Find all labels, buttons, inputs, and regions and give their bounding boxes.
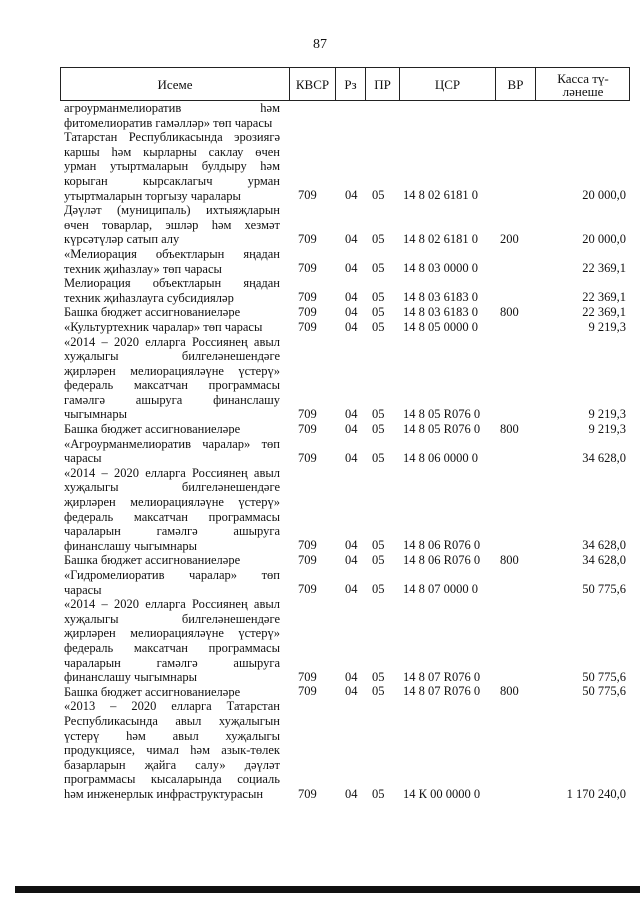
row-csr: 14 8 06 R076 0: [403, 553, 481, 567]
row-csr: 14 8 03 0000 0: [403, 261, 478, 276]
row-csr: 14 8 06 0000 0: [403, 450, 478, 465]
row-kvsr: 709: [298, 188, 317, 203]
row-pr: 05: [372, 684, 385, 699]
table-row: [60, 247, 630, 276]
row-csr: 14 8 06 R076 0: [403, 538, 481, 553]
row-name-line: чыгымнары: [64, 407, 128, 422]
row-name-line: «Агроурманмелиоратив чаралар» төп: [64, 436, 280, 451]
row-name-line: Республикасында авыл хуҗалыгын: [64, 713, 280, 728]
row-csr: 14 К 00 0000 0: [403, 786, 481, 801]
row-amount: 50 775,6: [582, 669, 626, 684]
header-kassa: Касса түләнеше: [535, 68, 630, 101]
table-row: [60, 305, 630, 320]
row-kvsr: 709: [298, 407, 317, 422]
row-kvsr: 709: [298, 304, 317, 319]
row-amount: 22 369,1: [582, 290, 626, 305]
row-rz: 04: [345, 261, 358, 276]
header-name: Исеме: [157, 77, 193, 92]
row-name-line: финанслашу чыгымнары: [64, 670, 198, 685]
page-bottom-bar: [15, 886, 640, 893]
row-name-line: җирләрен мелиорацияләүне үстерү»: [64, 495, 280, 510]
row-kvsr: 709: [298, 421, 317, 436]
row-name-line: корыган кырсаклагыч урман: [64, 173, 280, 188]
row-pr: 05: [372, 261, 385, 276]
row-amount: 20 000,0: [582, 231, 626, 246]
header-pr: ПР: [365, 68, 399, 101]
table-row: [60, 437, 630, 466]
row-amount: 34 628,0: [582, 538, 626, 553]
row-vr: 800: [500, 684, 519, 699]
row-name-line: федераль максатчан программасы: [64, 378, 280, 393]
row-name-line: Башка бюджет ассигнованиеләре: [64, 553, 241, 568]
row-name-line: Татарстан Республикасында эрозиягә: [64, 130, 280, 145]
row-csr: 14 8 03 6183 0: [403, 290, 478, 305]
row-name-line: чараларын гамәлгә ашыруга: [64, 655, 280, 670]
row-pr: 05: [372, 304, 385, 319]
row-name-line: гамәлгә ашыруга финанслашу: [64, 392, 280, 407]
row-csr: 14 8 05 0000 0: [403, 319, 478, 334]
table-row: [60, 335, 630, 423]
row-rz: 04: [345, 669, 358, 684]
row-amount: 22 369,1: [582, 261, 626, 276]
row-name-line: җирләрен мелиорацияләүне үстерү»: [64, 363, 280, 378]
row-csr: 14 8 07 R076 0: [403, 684, 481, 699]
header-kvsr: КВСР: [289, 68, 335, 101]
row-name-line: техник җиһазлауга субсидияләр: [64, 290, 234, 305]
table-row: [60, 597, 630, 685]
row-name-line: федераль максатчан программасы: [64, 509, 280, 524]
table-row: [60, 276, 630, 305]
row-kvsr: 709: [298, 538, 317, 553]
table-row: [60, 101, 630, 130]
row-name-line: урман утыртмаларын булдыру һәм: [64, 159, 280, 174]
header-rz: Рз: [335, 68, 365, 101]
row-name-line: «Мелиорация объектларын яңадан: [64, 246, 280, 261]
row-csr: 14 8 02 6181 0: [403, 188, 478, 203]
row-kvsr: 709: [298, 290, 317, 305]
row-amount: 34 628,0: [582, 450, 626, 465]
table-row: [60, 320, 630, 335]
row-kvsr: 709: [298, 582, 317, 597]
row-rz: 04: [345, 786, 358, 801]
row-name-line: чараларын гамәлгә ашыруга: [64, 524, 280, 539]
row-name-line: «Гидромелиоратив чаралар» төп: [64, 568, 280, 582]
row-name-line: Мелиорация объектларын яңадан: [64, 276, 280, 291]
row-name-line: продукциясе, чимал һәм азык-төлек: [64, 743, 280, 758]
row-name-line: хуҗалыгы билгеләнешендәге: [64, 480, 280, 495]
row-name-line: техник җиһазлау» төп чарасы: [64, 261, 222, 276]
row-pr: 05: [372, 188, 385, 203]
row-name-line: Башка бюджет ассигнованиеләре: [64, 305, 241, 320]
row-rz: 04: [345, 582, 358, 597]
header-csr: ЦСР: [399, 68, 495, 101]
row-name-line: Башка бюджет ассигнованиеләре: [64, 422, 241, 437]
row-csr: 14 8 07 0000 0: [403, 582, 478, 597]
row-amount: 50 775,6: [582, 684, 626, 699]
row-csr: 14 8 03 6183 0: [403, 304, 478, 319]
row-pr: 05: [372, 421, 385, 436]
row-amount: 9 219,3: [588, 319, 626, 334]
row-pr: 05: [372, 319, 385, 334]
row-csr: 14 8 05 R076 0: [403, 421, 481, 436]
row-name-line: өчен товарлар, эшләр һәм хезмәт: [64, 217, 280, 232]
row-csr: 14 8 02 6181 0: [403, 231, 478, 246]
row-name-line: финанслашу чыгымнары: [64, 538, 198, 553]
header-vr: ВР: [495, 68, 535, 101]
row-rz: 04: [345, 407, 358, 422]
row-name-line: федераль максатчан программасы: [64, 640, 280, 655]
row-name-line: «2014 – 2020 елларга Россиянең авыл: [64, 465, 280, 480]
row-name-line: җирләрен мелиорацияләүне үстерү»: [64, 626, 280, 641]
table-header: [60, 67, 630, 101]
row-amount: 9 219,3: [588, 407, 626, 422]
row-rz: 04: [345, 304, 358, 319]
table-row: [60, 699, 630, 801]
row-amount: 9 219,3: [588, 421, 626, 436]
row-rz: 04: [345, 553, 358, 567]
row-name-line: «2013 – 2020 елларга Татарстан: [64, 699, 280, 714]
table-row: [60, 422, 630, 437]
table-row: [60, 685, 630, 700]
row-rz: 04: [345, 684, 358, 699]
row-rz: 04: [345, 421, 358, 436]
row-name-line: чарасы: [64, 451, 102, 466]
row-name-line: фитомелиоратив гамәлләр» төп чарасы: [64, 115, 273, 130]
row-name-line: үстерү һәм авыл хуҗалыгы: [64, 728, 280, 743]
row-rz: 04: [345, 290, 358, 305]
row-name-line: «Культуртехник чаралар» төп чарасы: [64, 319, 263, 334]
row-pr: 05: [372, 290, 385, 305]
row-pr: 05: [372, 538, 385, 553]
row-kvsr: 709: [298, 319, 317, 334]
row-pr: 05: [372, 407, 385, 422]
row-amount: 20 000,0: [582, 188, 626, 203]
row-kvsr: 709: [298, 450, 317, 465]
row-name-line: күрсәтүләр сатып алу: [64, 232, 180, 247]
table-row: [60, 553, 630, 568]
row-kvsr: 709: [298, 669, 317, 684]
row-kvsr: 709: [298, 684, 317, 699]
row-amount: 50 775,6: [582, 582, 626, 597]
table-row: [60, 466, 630, 554]
row-name-line: Башка бюджет ассигнованиеләре: [64, 684, 241, 699]
row-name-line: чарасы: [64, 582, 102, 597]
row-pr: 05: [372, 231, 385, 246]
row-name-line: «2014 – 2020 елларга Россиянең авыл: [64, 597, 280, 612]
row-name-line: утыртмаларын торгызу чаралары: [64, 188, 241, 203]
row-vr: 200: [500, 231, 519, 246]
row-amount: 22 369,1: [582, 304, 626, 319]
page-number: 87: [313, 37, 327, 52]
row-rz: 04: [345, 450, 358, 465]
row-vr: 800: [500, 553, 519, 567]
row-name-line: агроурманмелиоратив һәм: [64, 101, 280, 115]
row-name-line: һәм инженерлык инфраструктурасын: [64, 786, 264, 801]
table-row: [60, 203, 630, 247]
row-name-line: «2014 – 2020 елларга Россиянең авыл: [64, 334, 280, 349]
row-kvsr: 709: [298, 786, 317, 801]
row-csr: 14 8 05 R076 0: [403, 407, 481, 422]
row-kvsr: 709: [298, 553, 317, 567]
table-body: [60, 101, 630, 802]
row-pr: 05: [372, 450, 385, 465]
row-vr: 800: [500, 421, 519, 436]
row-rz: 04: [345, 538, 358, 553]
row-rz: 04: [345, 319, 358, 334]
row-vr: 800: [500, 304, 519, 319]
row-name-line: каршы һәм кырларны саклау өчен: [64, 144, 280, 159]
table-row: [60, 130, 630, 203]
row-pr: 05: [372, 669, 385, 684]
row-pr: 05: [372, 553, 385, 567]
row-rz: 04: [345, 231, 358, 246]
row-rz: 04: [345, 188, 358, 203]
row-kvsr: 709: [298, 261, 317, 276]
row-pr: 05: [372, 582, 385, 597]
row-name-line: программасы кысаларында социаль: [64, 772, 280, 787]
row-amount: 1 170 240,0: [566, 786, 626, 801]
row-amount: 34 628,0: [582, 553, 626, 567]
row-name-line: Дәүләт (муниципаль) ихтыяҗларын: [64, 203, 280, 218]
row-pr: 05: [372, 786, 385, 801]
row-name-line: хуҗалыгы билгеләнешендәге: [64, 611, 280, 626]
row-csr: 14 8 07 R076 0: [403, 669, 481, 684]
row-name-line: базарларын җайга салу» дәүләт: [64, 757, 280, 772]
table-row: [60, 568, 630, 597]
row-kvsr: 709: [298, 231, 317, 246]
row-name-line: хуҗалыгы билгеләнешендәге: [64, 349, 280, 364]
